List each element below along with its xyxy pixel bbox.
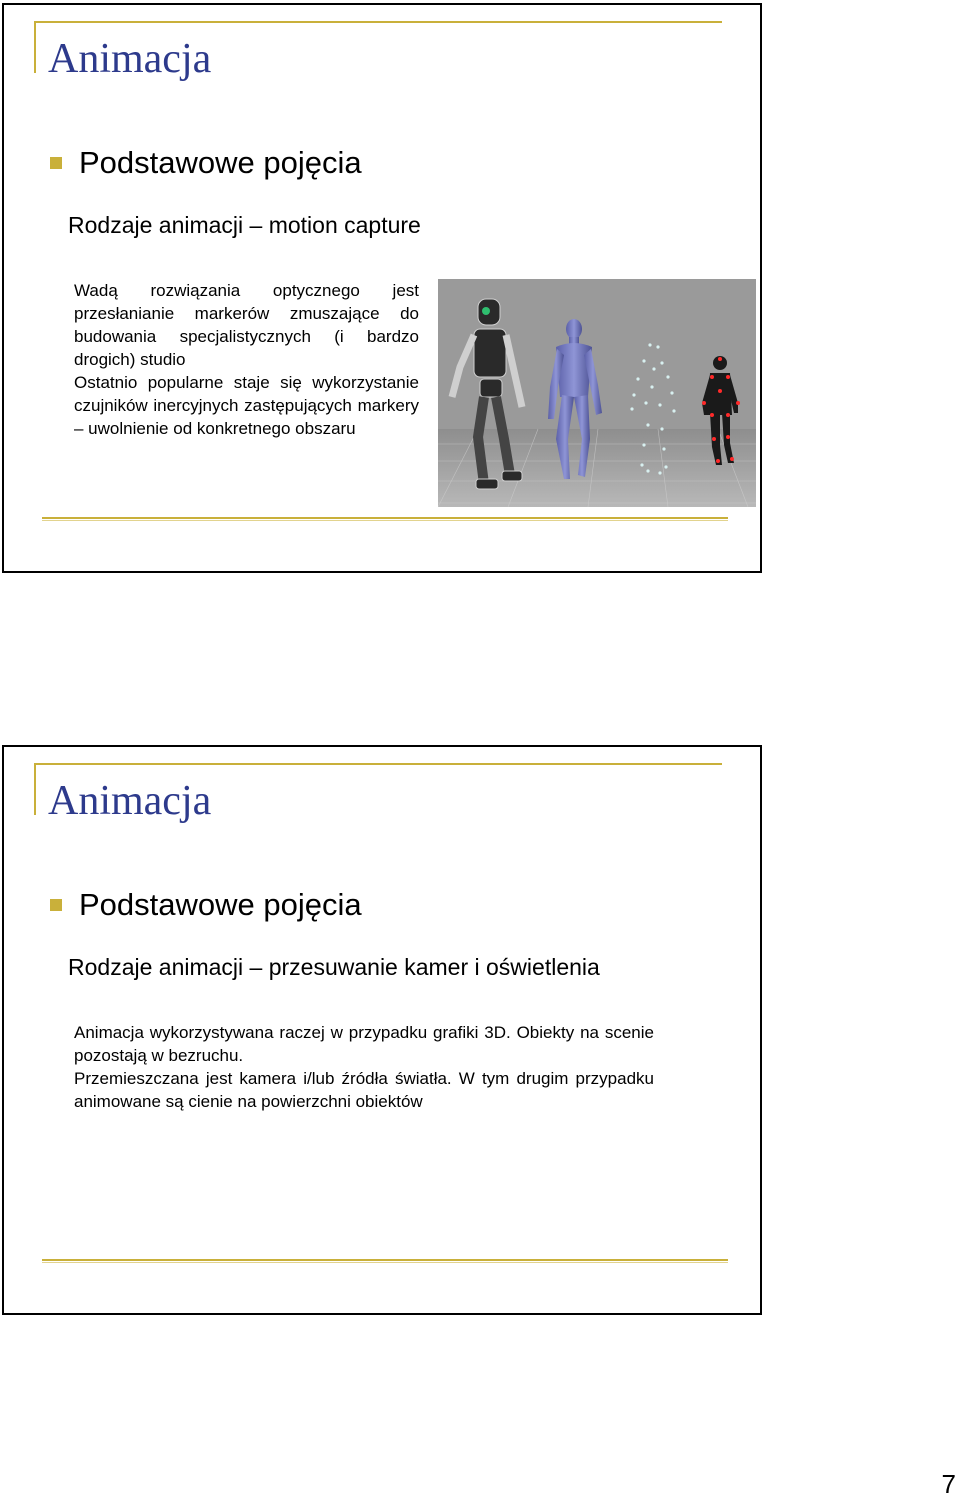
slide-camera-lighting — [2, 745, 762, 1315]
square-bullet-icon — [50, 157, 62, 169]
subheading: Rodzaje animacji – motion capture — [68, 212, 421, 238]
bullet-row — [50, 885, 362, 925]
bullet-text: Podstawowe pojęcia — [79, 145, 362, 180]
page-number: 7 — [941, 1469, 956, 1499]
motion-capture-image — [438, 279, 756, 507]
title-rule-vertical — [34, 763, 36, 815]
title-rule-vertical — [34, 21, 36, 73]
paragraph-1: Animacja wykorzystywana raczej w przypadku grafiki 3D. Obiekty na scenie pozostają w bezruchu. — [74, 1023, 654, 1065]
paragraph-1: Wadą rozwiązania optycznego jest przesłanianie markerów zmuszające do budowania specjalistycznych (i bardzo drogich) studio — [74, 281, 419, 369]
title-rule-horizontal — [34, 763, 722, 765]
bullet-row — [50, 143, 362, 183]
title-rule-horizontal — [34, 21, 722, 23]
bullet-text: Podstawowe pojęcia — [79, 887, 362, 922]
body-text — [74, 279, 419, 440]
bottom-rule — [42, 517, 728, 521]
paragraph-2: Przemieszczana jest kamera i/lub źródła światła. W tym drugim przypadku animowane są cienie na powierzchni obiektów — [74, 1069, 654, 1111]
body-text — [74, 1021, 654, 1113]
subheading: Rodzaje animacji – przesuwanie kamer i oświetlenia — [68, 954, 600, 980]
bottom-rule — [42, 1259, 728, 1263]
paragraph-2: Ostatnio popularne staje się wykorzystanie czujników inercyjnych zastępujących markery – uwolnienie od konkretnego obszaru — [74, 373, 419, 438]
slide-title: Animacja — [48, 36, 212, 82]
square-bullet-icon — [50, 899, 62, 911]
slide-motion-capture — [2, 3, 762, 573]
slide-title: Animacja — [48, 778, 212, 824]
